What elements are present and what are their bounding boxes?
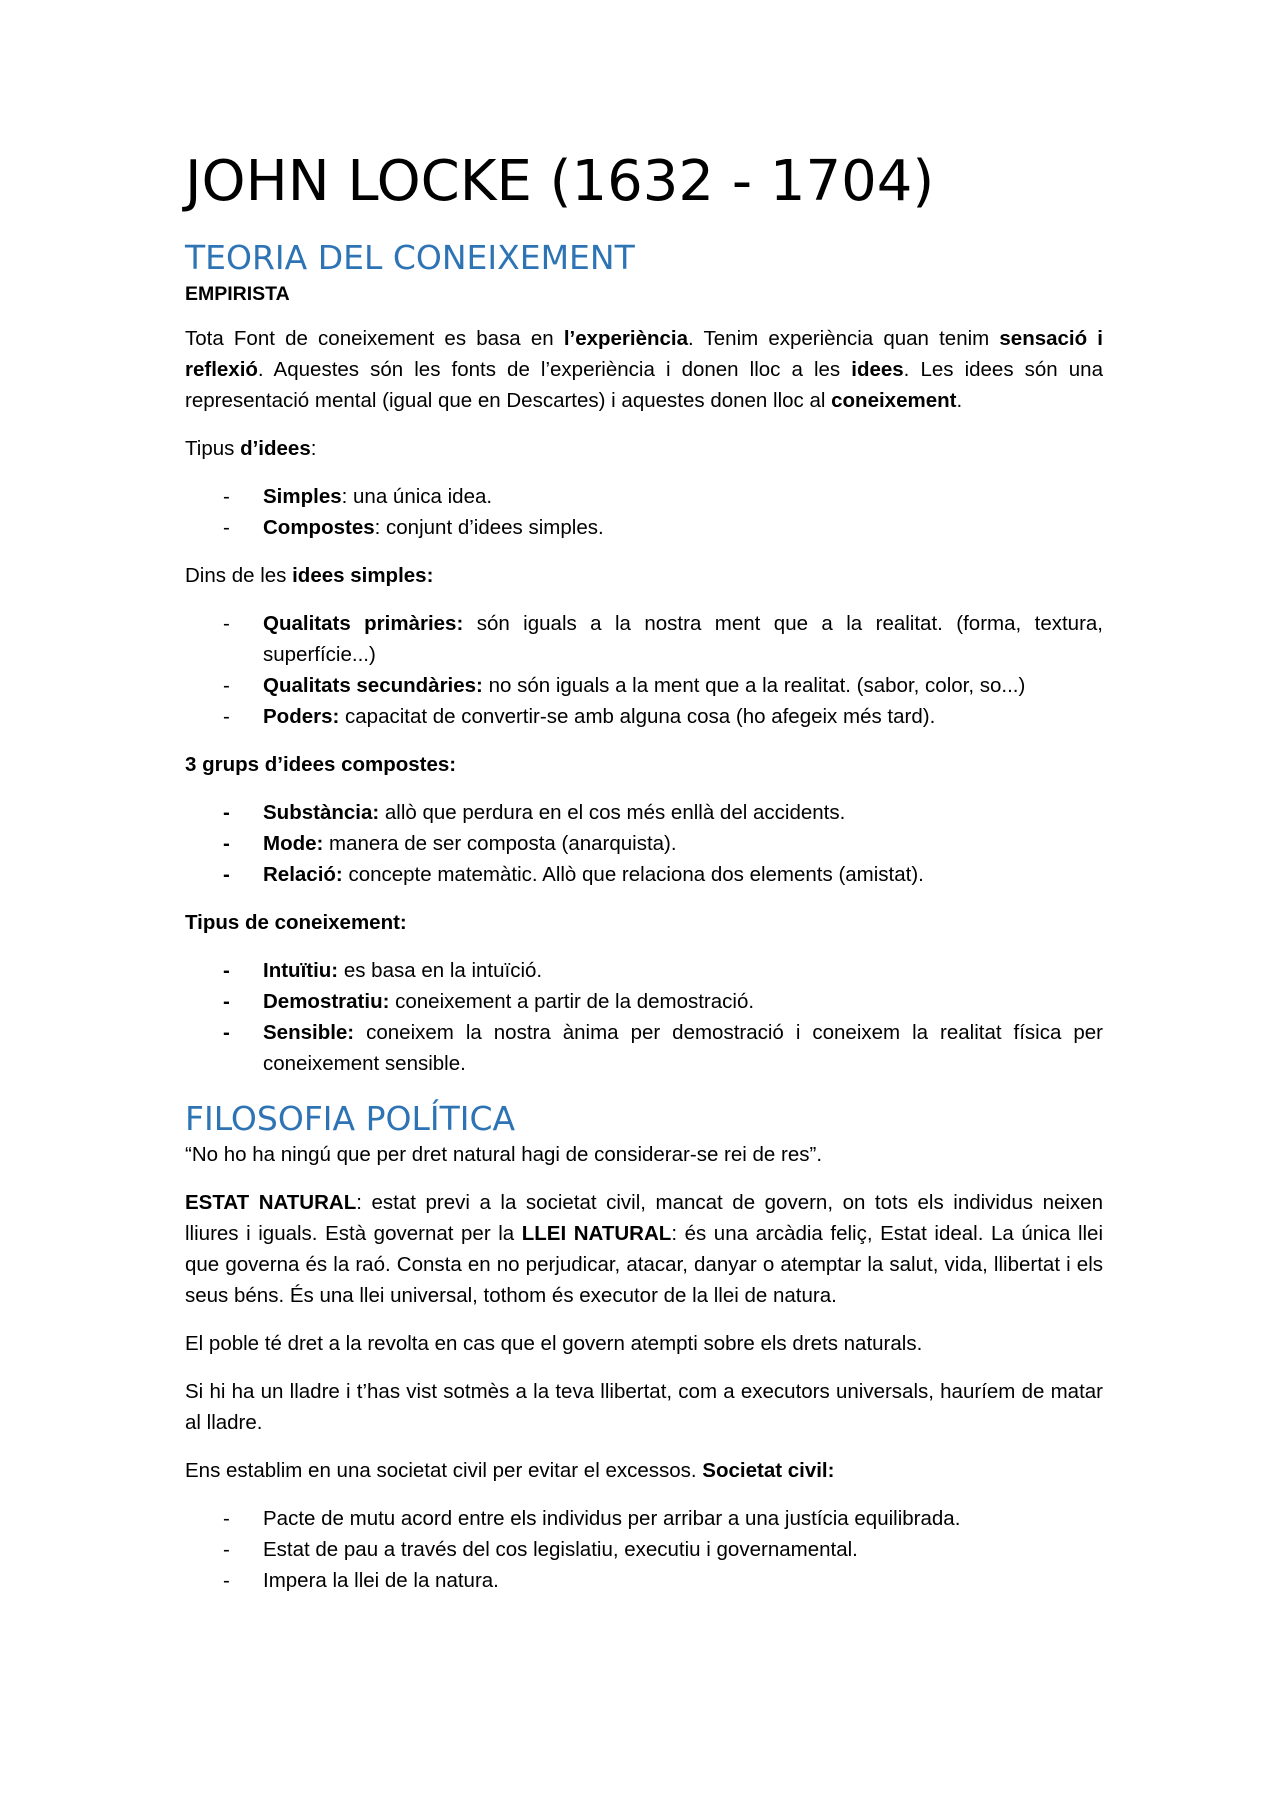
list-item: - Compostes: conjunt d’idees simples.	[223, 515, 604, 539]
list-item: - Estat de pau a través del cos legislatiu, executiu i governamental.	[223, 1537, 858, 1561]
coneixement-label: Tipus de coneixement:	[185, 910, 407, 934]
intro-paragraph: Tota Font de coneixement es basa en l’experiència. Tenim experiència quan tenim sensació i reflexió. Aquestes són les fonts de l’experiència i donen lloc a les idees. Les idees són una representació mental (igual que en Descartes) i aquestes donen lloc al coneixement.	[185, 326, 1104, 412]
list-item: - Substància: allò que perdura en el cos més enllà del accidents.	[223, 800, 846, 824]
list-item: - Poders: capacitat de convertir-se amb alguna cosa (ho afegeix més tard).	[223, 704, 936, 728]
document-page	[185, 150, 1103, 1613]
document-title: JOHN LOCKE (1632 - 1704)	[185, 149, 935, 214]
idees-simples-list	[185, 608, 1103, 732]
list-item: - Pacte de mutu acord entre els individus per arribar a una justícia equilibrada.	[223, 1506, 961, 1530]
grups-list	[185, 797, 1103, 890]
revolta-paragraph: El poble té dret a la revolta en cas que el govern atempti sobre els drets naturals.	[185, 1331, 923, 1355]
subheading-empirista: EMPIRISTA	[185, 282, 290, 305]
coneixement-list	[185, 955, 1103, 1079]
list-item: - Impera la llei de la natura.	[223, 1568, 499, 1592]
societat-list	[185, 1503, 1103, 1596]
tipus-idees-label: Tipus d’idees:	[185, 436, 317, 460]
list-item: - Demostratiu: coneixement a partir de la demostració.	[223, 989, 755, 1013]
idees-simples-label: Dins de les idees simples:	[185, 563, 434, 587]
section-heading-teoria: TEORIA DEL CONEIXEMENT	[185, 238, 635, 278]
list-item: - Simples: una única idea.	[223, 484, 493, 508]
list-item: - Mode: manera de ser composta (anarquista).	[223, 831, 677, 855]
lladre-paragraph: Si hi ha un lladre i t’has vist sotmès a la teva llibertat, com a executors universals, hauríem de matar al lladre.	[185, 1379, 1103, 1434]
list-item: - Qualitats primàries: són iguals a la nostra ment que a la realitat. (forma, textura, superfície...)	[223, 611, 1103, 666]
list-item: - Qualitats secundàries: no són iguals a la ment que a la realitat. (sabor, color, so...)	[223, 673, 1026, 697]
societat-label: Ens establim en una societat civil per evitar el excessos. Societat civil:	[185, 1458, 835, 1482]
list-item: - Intuïtiu: es basa en la intuïció.	[223, 958, 543, 982]
list-item: - Relació: concepte matemàtic. Allò que relaciona dos elements (amistat).	[223, 862, 924, 886]
section-heading-filosofia: FILOSOFIA POLÍTICA	[185, 1098, 516, 1138]
quote-paragraph: “No ho ha ningú que per dret natural hagi de considerar-se rei de res”.	[185, 1142, 823, 1166]
list-item: - Sensible: coneixem la nostra ànima per demostració i coneixem la realitat física per coneixement sensible.	[223, 1020, 1103, 1075]
tipus-idees-list	[185, 481, 1103, 543]
estat-natural-paragraph: ESTAT NATURAL: estat previ a la societat civil, mancat de govern, on tots els individus neixen lliures i iguals. Està governat per la LLEI NATURAL: és una arcàdia feliç, Estat ideal. La única llei que governa és la raó. Consta en no perjudicar, atacar, danyar o atemptar la salut, vida, llibertat i els seus béns. És una llei universal, tothom és executor de la llei de natura.	[185, 1190, 1104, 1307]
grups-label: 3 grups d’idees compostes:	[185, 752, 457, 776]
